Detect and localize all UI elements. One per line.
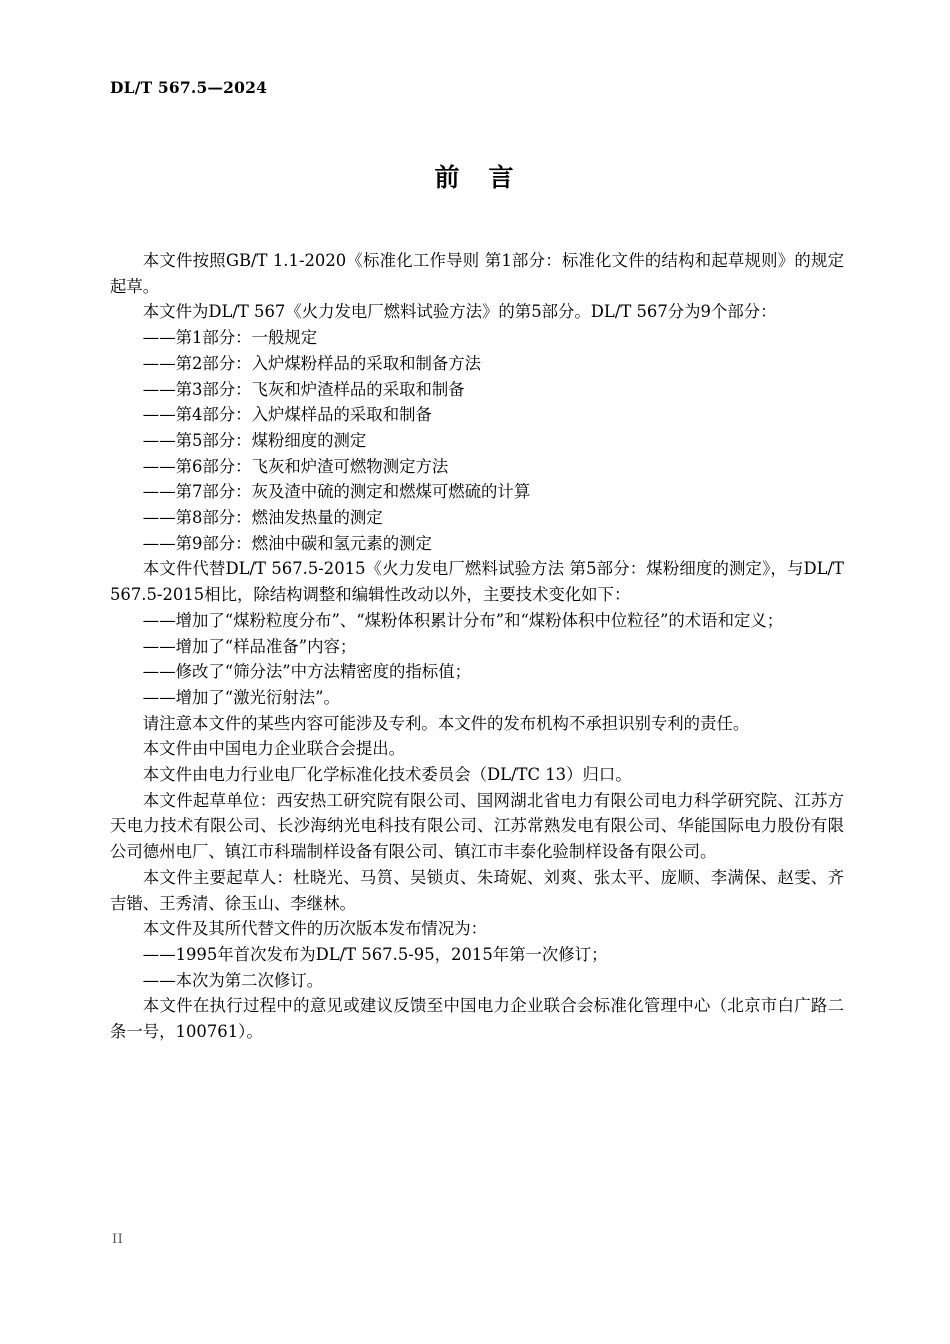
list-item-history-1: ——1995年首次发布为DL/T 567.5-95，2015年第一次修订； — [142, 944, 608, 964]
paragraph-replaces: 本文件代替DL/T 567.5-2015《火力发电厂燃料试验方法 第5部分：煤粉细度的测定》，与DL/T 567.5-2015相比，除结构调整和编辑性改动以外，主要技术变化如下： — [110, 559, 844, 605]
list-item-part-1: ——第1部分：一般规定 — [142, 328, 318, 348]
paragraph-patent-notice: 请注意本文件的某些内容可能涉及专利。本文件的发布机构不承担识别专利的责任。 — [142, 713, 750, 733]
paragraph-proposed-by: 本文件由中国电力企业联合会提出。 — [142, 739, 406, 759]
list-item-part-8: ——第8部分：燃油发热量的测定 — [142, 508, 383, 528]
list-item-change-3: ——修改了“筛分法”中方法精密度的指标值； — [142, 662, 471, 682]
list-item-history-2: ——本次为第二次修订。 — [142, 970, 324, 990]
list-item-part-9: ——第9部分：燃油中碳和氢元素的测定 — [142, 533, 432, 553]
paragraph-drafters: 本文件主要起草人：杜晓光、马筼、吴锁贞、朱琦妮、刘爽、张太平、庞顺、李满保、赵雯、齐吉锴、王秀清、徐玉山、李继林。 — [110, 867, 844, 913]
paragraph-drafting-organizations: 本文件起草单位：西安热工研究院有限公司、国网湖北省电力有限公司电力科学研究院、江苏方天电力技术有限公司、长沙海纳光电科技有限公司、江苏常熟发电有限公司、华能国际电力股份有限公司德州电厂、镇江市科瑞制样设备有限公司、镇江市丰泰化验制样设备有限公司。 — [110, 790, 844, 862]
list-item-part-5: ——第5部分：煤粉细度的测定 — [142, 430, 367, 450]
list-item-part-6: ——第6部分：飞灰和炉渣可燃物测定方法 — [142, 456, 449, 476]
running-header-standard-code: DL/T 567.5—2024 — [110, 78, 268, 97]
page-title: 前 言 — [434, 163, 516, 192]
list-item-change-2: ——增加了“样品准备”内容； — [142, 636, 357, 656]
paragraph-scope: 本文件按照GB/T 1.1-2020《标准化工作导则 第1部分：标准化文件的结构和起草规则》的规定起草。 — [110, 251, 844, 296]
list-item-part-3: ——第3部分：飞灰和炉渣样品的采取和制备 — [142, 379, 465, 399]
list-item-part-4: ——第4部分：入炉煤样品的采取和制备 — [142, 405, 432, 425]
paragraph-feedback: 本文件在执行过程中的意见或建议反馈至中国电力企业联合会标准化管理中心（北京市白广路二条一号，100761）。 — [110, 996, 844, 1042]
list-item-part-7: ——第7部分：灰及渣中硫的测定和燃煤可燃硫的计算 — [142, 482, 531, 502]
list-item-change-4: ——增加了“激光衍射法”。 — [142, 687, 340, 707]
paragraph-series-intro: 本文件为DL/T 567《火力发电厂燃料试验方法》的第5部分。DL/T 567分为9个部分： — [142, 302, 777, 322]
list-item-part-2: ——第2部分：入炉煤粉样品的采取和制备方法 — [142, 353, 482, 373]
paragraph-history-intro: 本文件及其所代替文件的历次版本发布情况为： — [142, 919, 487, 939]
foreword-body — [110, 248, 844, 1045]
page-number: II — [112, 1232, 124, 1247]
list-item-change-1: ——增加了“煤粉粒度分布”、“煤粉体积累计分布”和“煤粉体积中位粒径”的术语和定义； — [142, 610, 784, 630]
paragraph-jurisdiction: 本文件由电力行业电厂化学标准化技术委员会（DL/TC 13）归口。 — [142, 765, 632, 785]
